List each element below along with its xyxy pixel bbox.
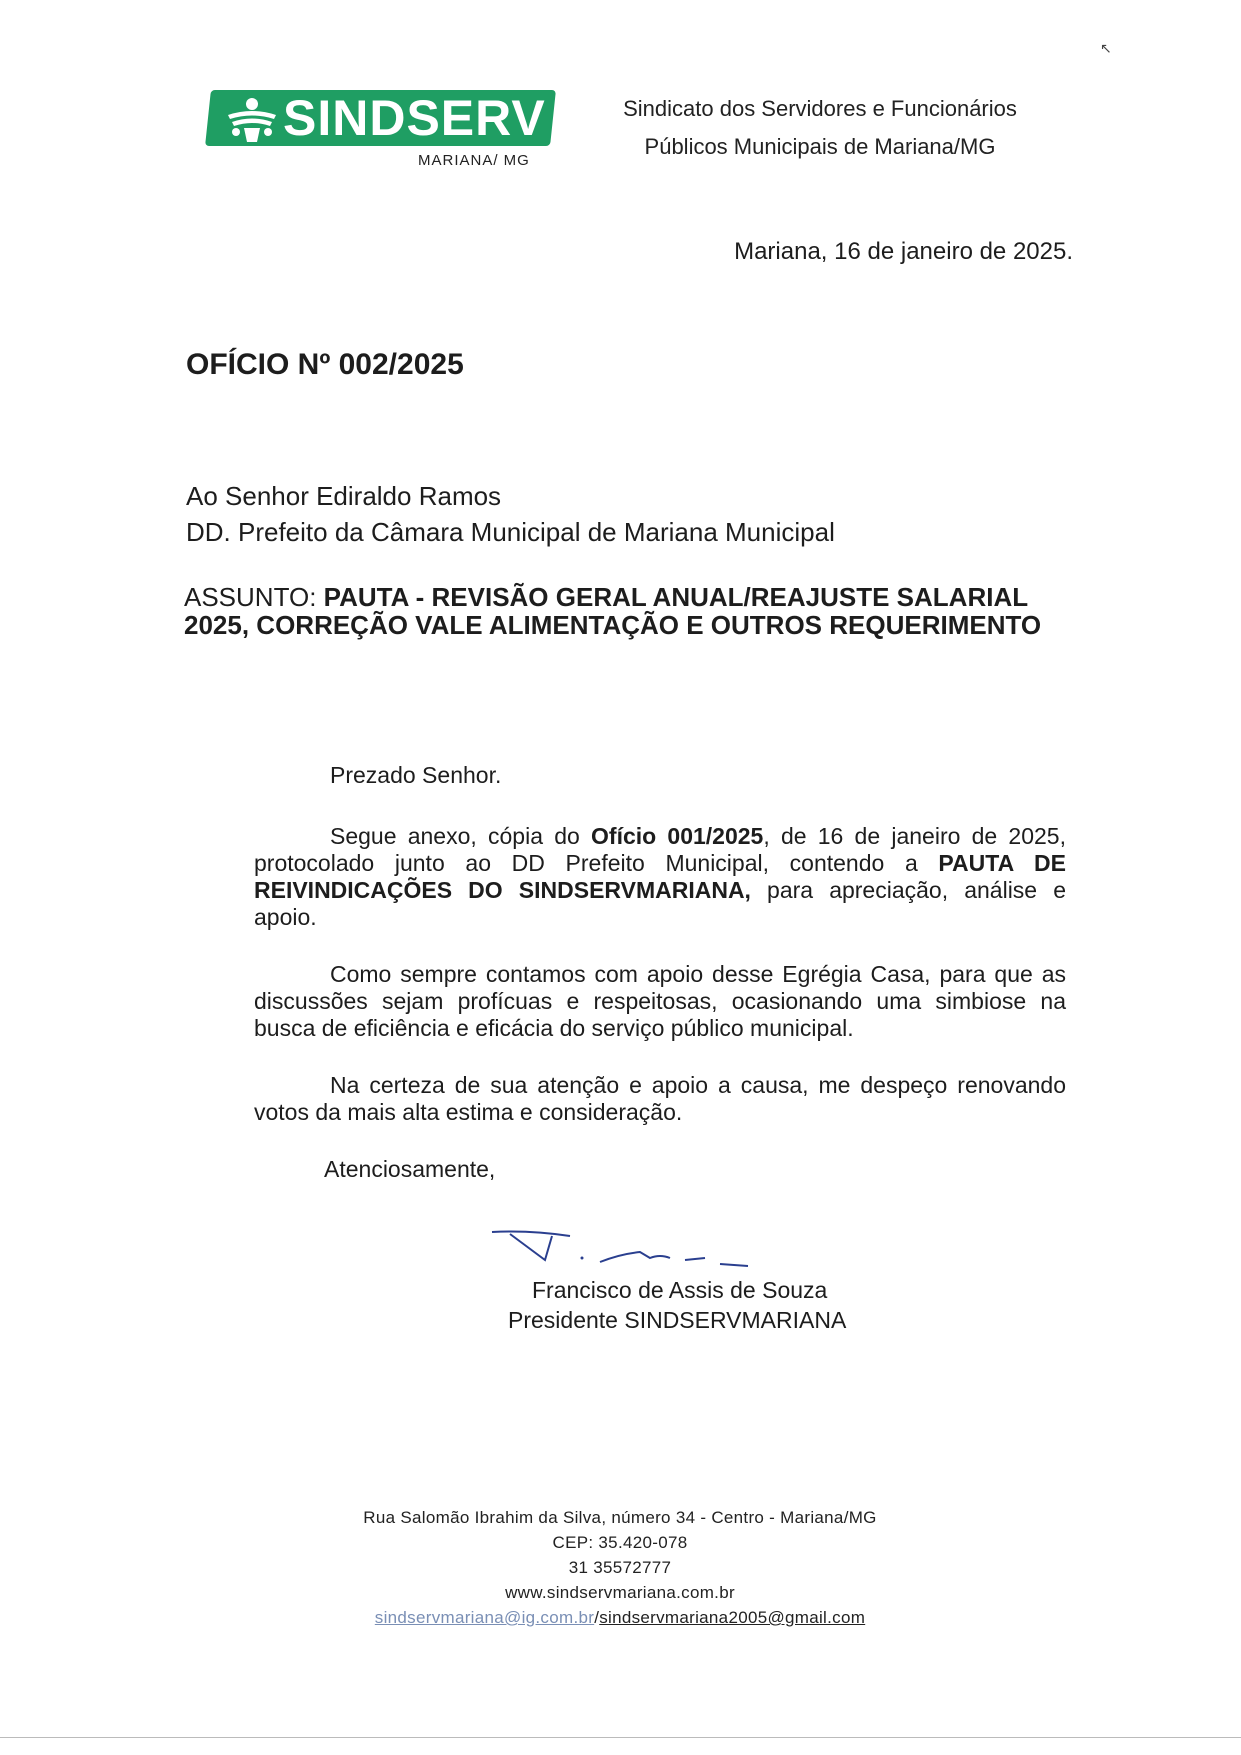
addressee-name: Ao Senhor Ediraldo Ramos bbox=[186, 481, 502, 511]
greeting: Prezado Senhor. bbox=[330, 762, 502, 788]
paragraph-2: Como sempre contamos com apoio desse Egrégia Casa, para que as discussões sejam profícuas e respeitosas, ocasionando uma simbiose na busca de eficiência e eficácia do serviço público municipal. bbox=[254, 961, 1066, 1041]
footer-emails bbox=[300, 1605, 940, 1630]
p1-pauta-ref: PAUTA DE REIVINDICAÇÕES DO SINDSERVMARIANA, bbox=[254, 850, 1066, 903]
paragraph-1 bbox=[254, 823, 1066, 931]
p1-text-e: para apreciação, análise e apoio. bbox=[254, 877, 1066, 930]
footer-website[interactable]: www.sindservmariana.com.br bbox=[505, 1583, 735, 1602]
logo-text: SINDSERV bbox=[283, 90, 546, 146]
subject bbox=[184, 583, 1064, 639]
org-line-1: Sindicato dos Servidores e Funcionários bbox=[623, 96, 1017, 121]
signer-name: Francisco de Assis de Souza bbox=[532, 1277, 828, 1303]
scan-mark-icon: ↖ bbox=[1100, 40, 1112, 56]
addressee bbox=[186, 478, 835, 550]
signature-block bbox=[480, 1275, 920, 1335]
subject-label: ASSUNTO: bbox=[184, 582, 324, 612]
email-link-1[interactable]: sindservmariana@ig.com.br bbox=[374, 1608, 595, 1627]
p1-text-a: Segue anexo, cópia do bbox=[330, 823, 592, 849]
document-title: OFÍCIO Nº 002/2025 bbox=[186, 348, 464, 381]
letter-date: Mariana, 16 de janeiro de 2025. bbox=[734, 238, 1073, 265]
organization-name bbox=[570, 90, 1070, 166]
email-separator: / bbox=[594, 1608, 600, 1627]
signer-role: Presidente SINDSERVMARIANA bbox=[508, 1307, 847, 1333]
logo-subtitle: MARIANA/ MG bbox=[418, 152, 530, 169]
paragraph-3: Na certeza de sua atenção e apoio a causa, me despeço renovando votos da mais alta estima e consideração. bbox=[254, 1072, 1066, 1125]
footer-phone: 31 35572777 bbox=[568, 1558, 672, 1577]
footer-cep: CEP: 35.420-078 bbox=[552, 1533, 688, 1552]
p1-text-c: , de 16 de janeiro de 2025, protocolado junto ao DD Prefeito Municipal, contendo a bbox=[254, 823, 1066, 876]
letter-body bbox=[254, 762, 1066, 1183]
subject-text: PAUTA - REVISÃO GERAL ANUAL/REAJUSTE SALARIAL 2025, CORREÇÃO VALE ALIMENTAÇÃO E OUTROS REQUERIMENTO bbox=[184, 582, 1042, 640]
footer-address: Rua Salomão Ibrahim da Silva, número 34 - Centro - Mariana/MG bbox=[363, 1508, 877, 1527]
email-link-2[interactable]: sindservmariana2005@gmail.com bbox=[599, 1608, 866, 1627]
p1-oficio-ref: Ofício 001/2025 bbox=[591, 823, 764, 849]
scan-edge-divider bbox=[0, 1737, 1241, 1738]
closing: Atenciosamente, bbox=[324, 1156, 496, 1182]
logo-figure-icon bbox=[222, 95, 282, 143]
org-line-2: Públicos Municipais de Mariana/MG bbox=[644, 134, 996, 159]
addressee-title: DD. Prefeito da Câmara Municipal de Mariana Municipal bbox=[186, 517, 835, 547]
footer bbox=[300, 1505, 940, 1630]
